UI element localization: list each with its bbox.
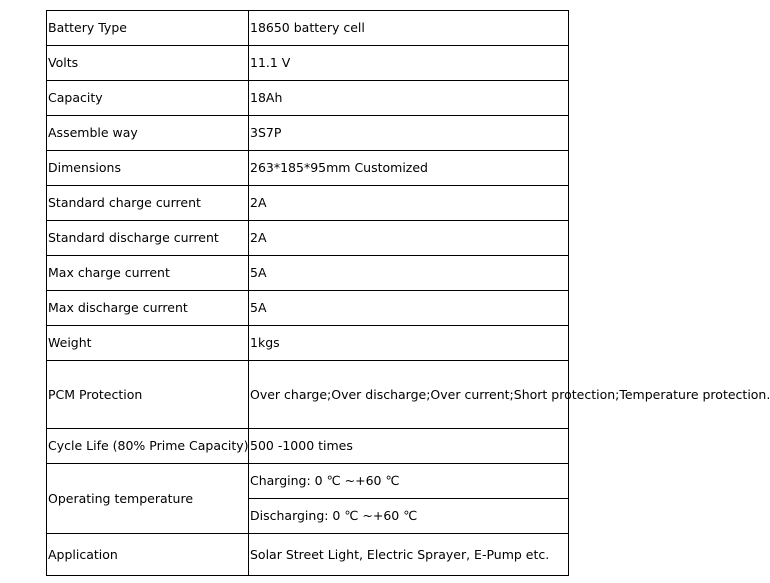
spec-value: 1kgs xyxy=(249,326,569,361)
spec-label: PCM Protection xyxy=(47,361,249,429)
table-row xyxy=(47,256,569,291)
spec-value: 18650 battery cell xyxy=(249,11,569,46)
table-row xyxy=(47,221,569,256)
table-row xyxy=(47,46,569,81)
spec-label: Weight xyxy=(47,326,249,361)
table-row xyxy=(47,326,569,361)
spec-value: 2A xyxy=(249,221,569,256)
spec-label: Standard discharge current xyxy=(47,221,249,256)
spec-label: Max discharge current xyxy=(47,291,249,326)
spec-value: 3S7P xyxy=(249,116,569,151)
table-row xyxy=(47,534,569,576)
spec-value: Solar Street Light, Electric Sprayer, E-Pump etc. xyxy=(249,534,569,576)
spec-label: Application xyxy=(47,534,249,576)
table-row xyxy=(47,429,569,464)
spec-value: Charging: 0 ℃ ~+60 ℃ xyxy=(249,464,569,499)
spec-table xyxy=(46,10,770,576)
table-row xyxy=(47,464,569,499)
spec-value: Discharging: 0 ℃ ~+60 ℃ xyxy=(249,499,569,534)
spec-value: 500 -1000 times xyxy=(249,429,569,464)
spec-label: Cycle Life (80% Prime Capacity) xyxy=(47,429,249,464)
spec-label: Max charge current xyxy=(47,256,249,291)
table-row xyxy=(47,11,569,46)
table-row xyxy=(47,186,569,221)
spec-label: Operating temperature xyxy=(47,464,249,534)
spec-value: 5A xyxy=(249,291,569,326)
spec-value: 263*185*95mm Customized xyxy=(249,151,569,186)
spec-label: Battery Type xyxy=(47,11,249,46)
spec-value: 5A xyxy=(249,256,569,291)
spec-label: Assemble way xyxy=(47,116,249,151)
spec-label: Volts xyxy=(47,46,249,81)
table-row xyxy=(47,116,569,151)
table-row xyxy=(47,361,569,429)
spec-value: Over charge;Over discharge;Over current;Short protection;Temperature protection. xyxy=(249,361,569,429)
table-row xyxy=(47,81,569,116)
table-row xyxy=(47,151,569,186)
spec-label: Dimensions xyxy=(47,151,249,186)
spec-value: 18Ah xyxy=(249,81,569,116)
table-row xyxy=(47,291,569,326)
spec-value: 11.1 V xyxy=(249,46,569,81)
spec-label: Capacity xyxy=(47,81,249,116)
spec-label: Standard charge current xyxy=(47,186,249,221)
spec-value: 2A xyxy=(249,186,569,221)
